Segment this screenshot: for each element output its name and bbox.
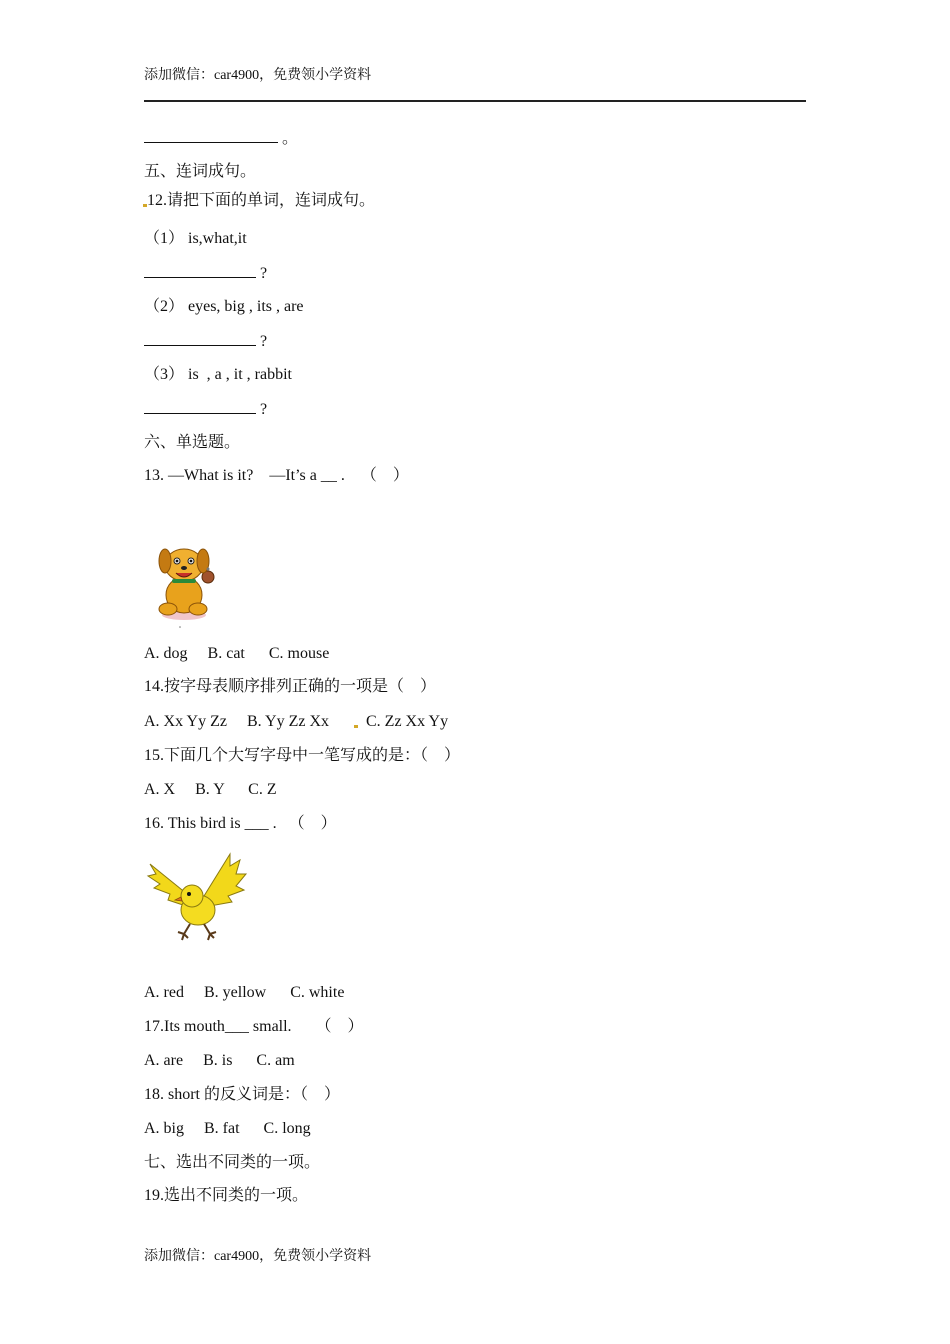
q12-item-3-words: （3） is , a , it , rabbit bbox=[144, 366, 292, 383]
answer-blank[interactable] bbox=[144, 128, 278, 143]
question-16-options: A. red B. yellow C. white bbox=[144, 984, 345, 1001]
page-footer: 添加微信：car4900，免费领小学资料 bbox=[144, 1249, 372, 1264]
q12-item-1-words: （1） is,what,it bbox=[144, 230, 247, 247]
q12-item-2-answer: ? bbox=[144, 331, 267, 352]
section-5-title: 五、连词成句。 bbox=[144, 163, 257, 180]
question-14-stem: 14.按字母表顺序排列正确的一项是（ ） bbox=[144, 678, 437, 695]
question-15-options: A. X B. Y C. Z bbox=[144, 781, 277, 798]
question-18-stem: 18. short 的反义词是：（ ） bbox=[144, 1086, 341, 1103]
question-19-stem: 19.选出不同类的一项。 bbox=[144, 1187, 309, 1204]
question-12-stem: 12.请把下面的单词，连词成句。 bbox=[147, 192, 376, 209]
q12-item-1-answer: ? bbox=[144, 263, 267, 284]
header-rule bbox=[144, 100, 806, 102]
page-header: 添加微信：car4900，免费领小学资料 bbox=[144, 68, 372, 83]
answer-blank[interactable] bbox=[144, 331, 256, 346]
section-6-title: 六、单选题。 bbox=[144, 434, 241, 451]
answer-blank[interactable] bbox=[144, 263, 256, 278]
question-16-stem: 16. This bird is ___ . （ ） bbox=[144, 815, 337, 832]
question-14-option-c: C. Zz Xx Yy bbox=[366, 713, 449, 730]
answer-line-carryover: 。 bbox=[144, 128, 298, 149]
question-14-options-ab: A. Xx Yy Zz B. Yy Zz Xx bbox=[144, 713, 330, 730]
bird-cartoon-image bbox=[146, 852, 248, 942]
question-18-options: A. big B. fat C. long bbox=[144, 1120, 311, 1137]
marker-dot bbox=[354, 725, 358, 728]
question-13-stem: 13. —What is it? —It’s a __ . （ ） bbox=[144, 467, 409, 484]
question-17-options: A. are B. is C. am bbox=[144, 1052, 295, 1069]
section-7-title: 七、选出不同类的一项。 bbox=[144, 1154, 321, 1171]
q12-item-2-words: （2） eyes, big , its , are bbox=[144, 298, 304, 315]
question-13-options: A. dog B. cat C. mouse bbox=[144, 645, 330, 662]
dog-cartoon-image bbox=[148, 543, 220, 629]
question-17-stem: 17.Its mouth___ small. （ ） bbox=[144, 1018, 364, 1035]
question-15-stem: 15.下面几个大写字母中一笔写成的是：（ ） bbox=[144, 747, 461, 764]
q12-item-3-answer: ? bbox=[144, 399, 267, 420]
answer-blank[interactable] bbox=[144, 399, 256, 414]
